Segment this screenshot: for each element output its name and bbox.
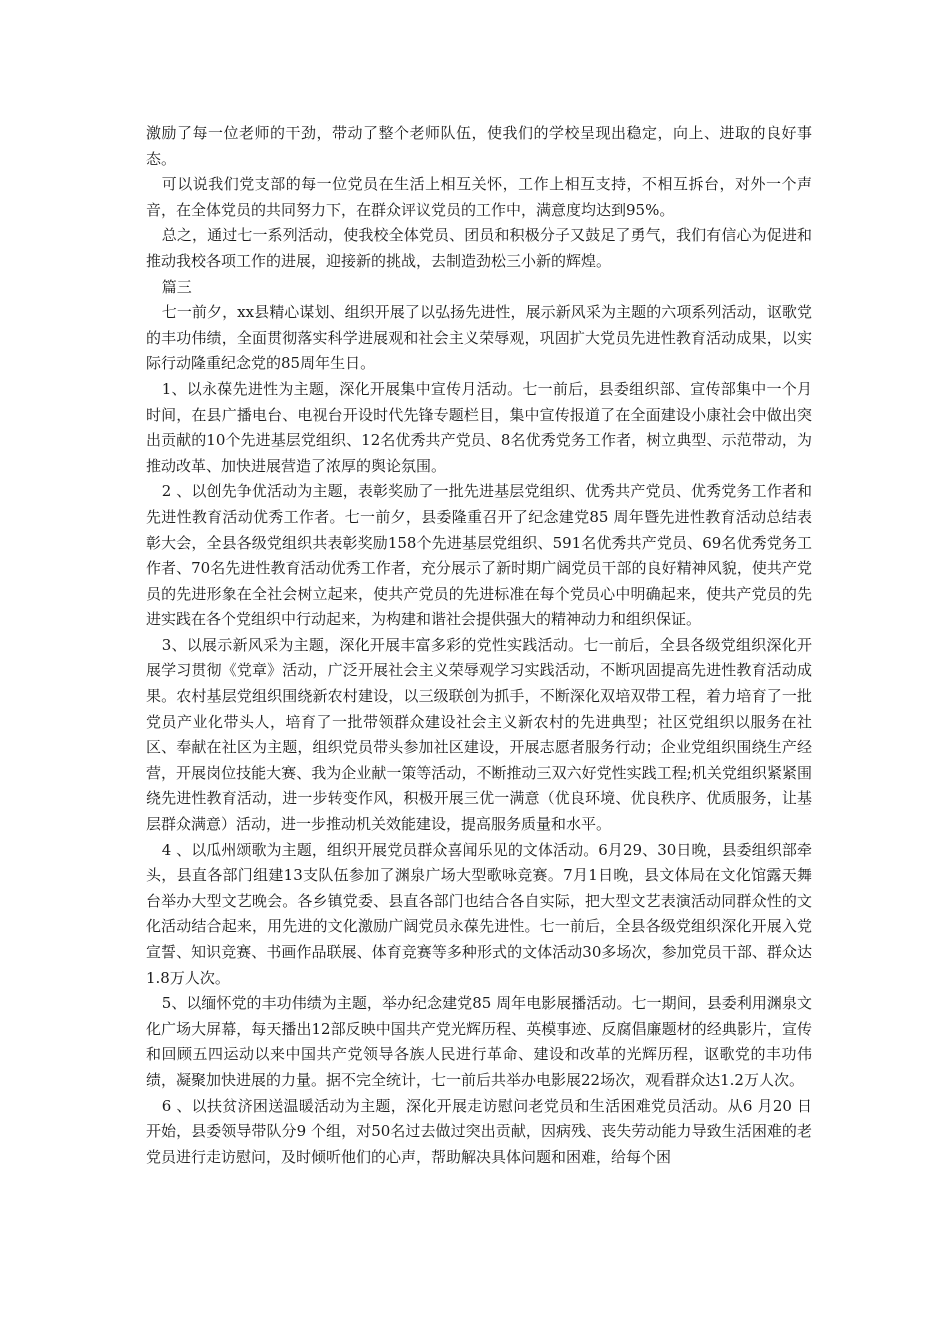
- paragraph-item-4: 4 、以瓜州颂歌为主题，组织开展党员群众喜闻乐见的文体活动。6月29、30日晚，县委组织部牵头，县直各部门组建13支队伍参加了渊泉广场大型歌咏竞赛。7月1日晚，县文体局在文化馆露天舞台举办大型文艺晚会。各乡镇党委、县直各部门也结合各自实际，把大型文艺表演活动同群众性的文化活动结合起来，用先进的文化激励广阔党员永葆先进性。七一前后，全县各级党组织深化开展入党宣誓、知识竞赛、书画作品联展、体育竞赛等多种形式的文体活动30多场次，参加党员干部、群众达1.8万人次。: [146, 840, 812, 987]
- paragraph-item-6: 6 、以扶贫济困送温暖活动为主题，深化开展走访慰问老党员和生活困难党员活动。从6 月20 日开始，县委领导带队分9 个组，对50名过去做过突出贡献，因病残、丧失劳动能力导致生活困难的老党员进行走访慰问，及时倾听他们的心声，帮助解决具体问题和困难，给每个困: [146, 1096, 812, 1166]
- paragraph-item-5: 5、以缅怀党的丰功伟绩为主题，举办纪念建党85 周年电影展播活动。七一期间，县委利用渊泉文化广场大屏幕，每天播出12部反映中国共产党光辉历程、英模事迹、反腐倡廉题材的经典影片，宣传和回顾五四运动以来中国共产党领导各族人民进行革命、建设和改革的光辉历程，讴歌党的丰功伟绩，凝聚加快进展的力量。据不完全统计，七一前后共举办电影展22场次，观看群众达1.2万人次。: [146, 994, 812, 1089]
- paragraph-item-1: 1、以永葆先进性为主题，深化开展集中宣传月活动。七一前后，县委组织部、宣传部集中一个月时间，在县广播电台、电视台开设时代先锋专题栏目，集中宣传报道了在全面建设小康社会中做出突出贡献的10个先进基层党组织、12名优秀共产党员、8名优秀党务工作者，树立典型、示范带动，为推动改革、加快进展营造了浓厚的舆论氛围。: [146, 379, 812, 475]
- section-heading: 篇三: [161, 277, 192, 296]
- paragraph-item-2: 2 、以创先争优活动为主题，表彰奖励了一批先进基层党组织、优秀共产党员、优秀党务工作者和先进性教育活动优秀工作者。七一前夕，县委隆重召开了纪念建党85 周年暨先进性教育活动总结表彰大会，全县各级党组织共表彰奖励158个先进基层党组织、591名优秀共产党员、69名优秀党务工作者、70名先进性教育活动优秀工作者，充分展示了新时期广阔党员干部的良好精神风貌，使共产党员的先进形象在全社会树立起来，使共产党员的先进标准在每个党员心中明确起来，使共产党员的先进实践在各个党组织中行动起来，为构建和谐社会提供强大的精神动力和组织保证。: [146, 482, 812, 629]
- document-body: [146, 121, 812, 1170]
- paragraph-continuation: 激励了每一位老师的干劲，带动了整个老师队伍，使我们的学校呈现出稳定，向上、进取的良好事态。: [146, 124, 812, 168]
- paragraph-satisfaction: 可以说我们党支部的每一位党员在生活上相互关怀，工作上相互支持，不相互拆台，对外一个声音，在全体党员的共同努力下，在群众评议党员的工作中，满意度均达到95%。: [146, 175, 812, 219]
- paragraph-intro: 七一前夕，xx县精心谋划、组织开展了以弘扬先进性，展示新风采为主题的六项系列活动，讴歌党的丰功伟绩，全面贯彻落实科学进展观和社会主义荣辱观，巩固扩大党员先进性教育活动成果，以实际行动隆重纪念党的85周年生日。: [146, 303, 812, 373]
- paragraph-item-3: 3、以展示新风采为主题，深化开展丰富多彩的党性实践活动。七一前后，全县各级党组织深化开展学习贯彻《党章》活动，广泛开展社会主义荣辱观学习实践活动，不断巩固提高先进性教育活动成果。农村基层党组织围绕新农村建设，以三级联创为抓手，不断深化双培双带工程，着力培育了一批党员产业化带头人，培育了一批带领群众建设社会主义新农村的先进典型；社区党组织以服务在社区、奉献在社区为主题，组织党员带头参加社区建设，开展志愿者服务行动；企业党组织围绕生产经营，开展岗位技能大赛、我为企业献一策等活动，不断推动三双六好党性实践工程;机关党组织紧紧围绕先进性教育活动，进一步转变作风，积极开展三优一满意（优良环境、优良秩序、优质服务，让基层群众满意）活动，进一步推动机关效能建设，提高服务质量和水平。: [146, 635, 812, 834]
- paragraph-conclusion: 总之，通过七一系列活动，使我校全体党员、团员和积极分子又鼓足了勇气，我们有信心为促进和推动我校各项工作的进展，迎接新的挑战，去制造劲松三小新的辉煌。: [146, 226, 812, 270]
